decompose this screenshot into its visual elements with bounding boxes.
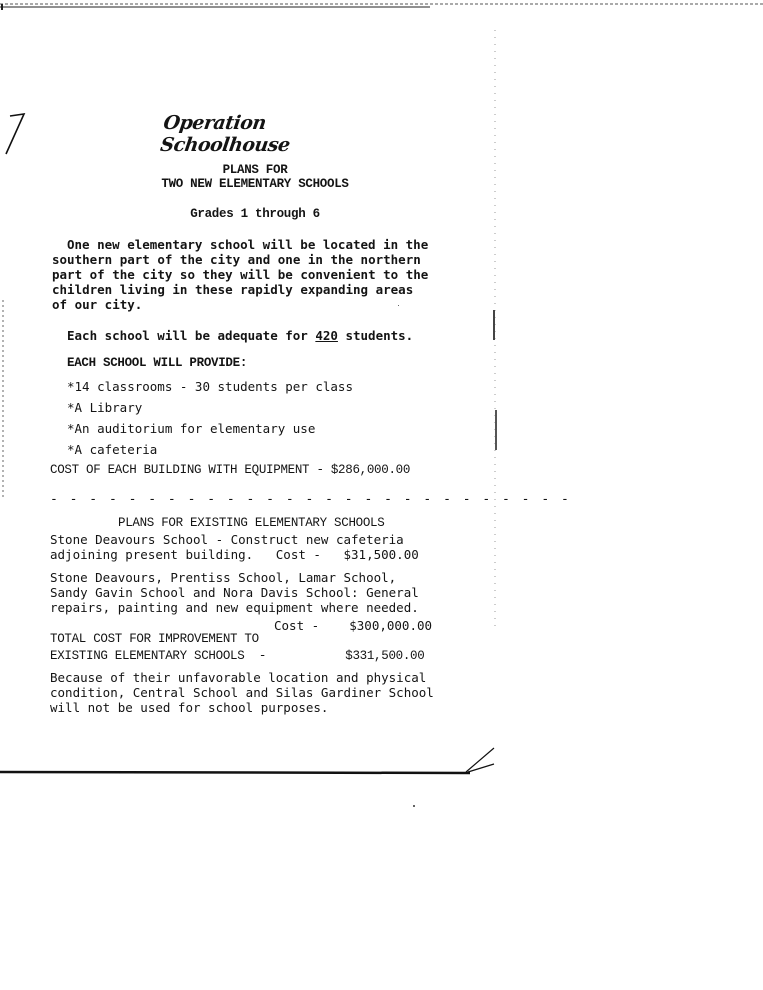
provides-item-library: *A Library bbox=[67, 400, 143, 415]
intro-line-5: of our city. bbox=[52, 297, 143, 312]
total-line-1: TOTAL COST FOR IMPROVEMENT TO bbox=[50, 632, 259, 646]
existing-p1-line-2: adjoining present building. Cost - $31,500.00 bbox=[50, 547, 419, 562]
provides-item-auditorium: *An auditorium for elementary use bbox=[67, 421, 316, 436]
capacity-line bbox=[67, 328, 413, 343]
scan-bottom-edge bbox=[0, 740, 500, 780]
heading-two-new-schools: TWO NEW ELEMENTARY SCHOOLS bbox=[161, 177, 349, 191]
existing-p2-line-1: Stone Deavours, Prentiss School, Lamar School, bbox=[50, 570, 397, 585]
capacity-suffix: students. bbox=[337, 328, 414, 343]
existing-p1-line-1: Stone Deavours School - Construct new cafeteria bbox=[50, 532, 404, 547]
capacity-number: 420 bbox=[315, 328, 338, 343]
document-title: Operation Schoolhouse bbox=[158, 112, 292, 156]
provides-item-classrooms: *14 classrooms - 30 students per class bbox=[67, 379, 353, 394]
capacity-prefix: Each school will be adequate for bbox=[67, 328, 316, 343]
provides-item-cafeteria: *A cafeteria bbox=[67, 442, 158, 457]
existing-p2-line-2: Sandy Gavin School and Nora Davis School: General bbox=[50, 585, 419, 600]
scan-speck bbox=[398, 305, 399, 306]
section-separator: - - - - - - - - - - - - - - - - - - - - - - - - - - - bbox=[50, 492, 571, 507]
heading-plans-for: PLANS FOR bbox=[222, 163, 288, 177]
closing-line-2: condition, Central School and Silas Gardiner School bbox=[50, 685, 434, 700]
scan-top-edge bbox=[0, 0, 763, 10]
total-line-2: EXISTING ELEMENTARY SCHOOLS - $331,500.00 bbox=[50, 649, 425, 663]
existing-p2-cost: Cost - $300,000.00 bbox=[274, 618, 433, 633]
heading-grades: Grades 1 through 6 bbox=[190, 207, 320, 221]
scan-right-edge bbox=[488, 30, 502, 630]
intro-line-1: One new elementary school will be located in the bbox=[67, 237, 429, 252]
existing-heading: PLANS FOR EXISTING ELEMENTARY SCHOOLS bbox=[118, 516, 385, 530]
scan-speck bbox=[413, 805, 415, 807]
closing-line-3: will not be used for school purposes. bbox=[50, 700, 329, 715]
scan-left-edge bbox=[0, 300, 10, 500]
building-cost: COST OF EACH BUILDING WITH EQUIPMENT - $286,000.00 bbox=[50, 463, 411, 477]
provides-heading: EACH SCHOOL WILL PROVIDE: bbox=[67, 356, 248, 370]
intro-line-3: part of the city so they will be convenient to the bbox=[52, 267, 429, 282]
closing-line-1: Because of their unfavorable location and physical bbox=[50, 670, 427, 685]
intro-line-2: southern part of the city and one in the northern bbox=[52, 252, 421, 267]
scan-left-mark bbox=[0, 108, 30, 158]
intro-line-4: children living in these rapidly expanding areas bbox=[52, 282, 414, 297]
existing-p2-line-3: repairs, painting and new equipment where needed. bbox=[50, 600, 419, 615]
